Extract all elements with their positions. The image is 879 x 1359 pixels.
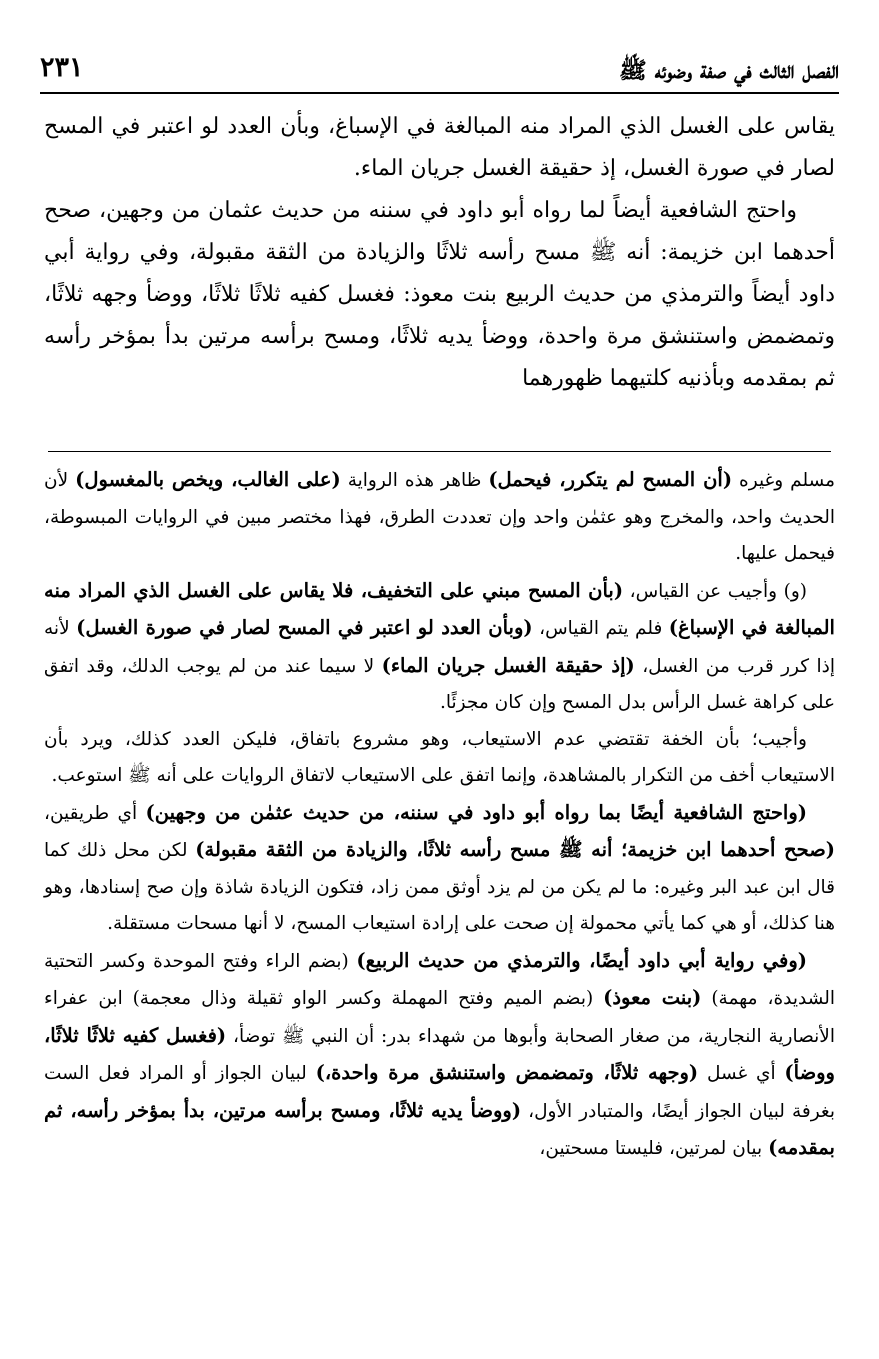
footnote-separator — [48, 451, 831, 452]
commentary-span: بيان لمرتين، فليستا مسحتين، — [539, 1138, 763, 1159]
quoted-main-text: (ووضأ يديه ثلاثًا، ومسح برأسه مرتين، بدأ بمؤخر رأسه، ثم بمقدمه) — [44, 1098, 835, 1159]
commentary-span: لكن محل ذلك كما قال ابن عبد البر وغيره: ما لم يكن من لم يزد أوثق ممن زاد، فتكون الزيادة شاذة وإن صح إسنادها، وهو هنا كذلك، أو هي كما يأتي محمولة إن صحت على إرادة استيعاب المسح، لا أنها مسحات مستقلة. — [44, 840, 835, 934]
commentary-span: أي غسل — [706, 1063, 776, 1084]
commentary-paragraph-1 — [44, 462, 835, 573]
commentary-paragraph-4 — [44, 795, 835, 943]
quoted-main-text: (وبأن العدد لو اعتبر في المسح لصار في صورة الغسل) — [76, 616, 533, 639]
quoted-main-text: (وفي رواية أبي داود أيضًا، والترمذي من حديث الربيع) — [356, 948, 807, 972]
main-text-paragraph-2: واحتج الشافعية أيضاً لما رواه أبو داود في سننه من حديث عثمان من وجهين، صحح أحدهما ابن خزيمة: أنه ﷺ مسح رأسه ثلاثًا والزيادة من الثقة مقبولة، وفي رواية أبي داود أيضاً والترمذي من حديث الربيع بنت معوذ: فغسل كفيه ثلاثًا ثلاثًا، ووضأ وجهه ثلاثًا، وتمضمض واستنشق مرة واحدة، ووضأ يديه ثلاثًا، ومسح برأسه مرتين بدأ بمؤخر رأسه ثم بمقدمه وبأذنيه كلتيهما ظهورهما — [44, 198, 835, 391]
commentary-span: أي طريقين، — [44, 802, 138, 824]
commentary-span: لأن الحديث واحد، والمخرج وهو عثمٰن واحد وإن تعددت الطرق، فهذا مختصر مبين في الروايات المبسوطة، فيحمل عليها. — [44, 470, 835, 564]
commentary-span: مسلم وغيره — [739, 470, 835, 491]
commentary-span: لأنه إذا كرر قرب من الغسل، — [44, 618, 835, 677]
commentary-span: لبيان الجواز أو المراد فعل الست بغرفة لبيان الجواز أيضًا، والمتبادر الأول، — [44, 1063, 835, 1122]
quoted-main-text: (صحح أحدهما ابن خزيمة؛ أنه ﷺ مسح رأسه ثلاثًا، والزيادة من الثقة مقبولة) — [195, 838, 835, 861]
quoted-main-text: (بأن المسح مبني على التخفيف، فلا يقاس على الغسل الذي المراد منه المبالغة في الإسباغ) — [44, 578, 835, 639]
commentary-paragraph-5 — [44, 943, 835, 1168]
commentary-paragraph-3 — [44, 722, 835, 795]
commentary-span: (و) وأجيب عن القياس، — [629, 580, 807, 602]
quoted-main-text: (بنت معوذ) — [603, 986, 702, 1009]
quoted-main-text: (وجهه ثلاثًا، وتمضمض واستنشق مرة واحدة،) — [315, 1061, 699, 1084]
quoted-main-text: (على الغالب، ويخص بالمغسول) — [75, 468, 341, 491]
page-number: ٢٣١ — [40, 52, 84, 83]
quoted-main-text: (أن المسح لم يتكرر، فيحمل) — [488, 468, 733, 491]
quoted-main-text: (فغسل كفيه ثلاثًا ثلاثًا، ووضأ) — [44, 1023, 835, 1084]
commentary-span: وأجيب؛ بأن الخفة تقتضي عدم الاستيعاب، وهو مشروع باتفاق، فليكن العدد كذلك، ويرد بأن الاستيعاب أخف من التكرار بالمشاهدة، وإنما اتفق على الاستيعاب لاتفاق الروايات على أنه ﷺ استوعب. — [44, 728, 835, 786]
quoted-main-text: (إذ حقيقة الغسل جريان الماء) — [381, 653, 635, 677]
chapter-title: الفصل الثالث في صفة وضوئه ﷺ — [618, 57, 839, 84]
main-text — [44, 106, 835, 400]
commentary-span: ظاهر هذه الرواية — [347, 470, 482, 491]
commentary-span: (بضم الميم وفتح المهملة وكسر الواو ثقيلة وذال معجمة) ابن عفراء الأنصارية النجارية، من صغار الصحابة وأبوها من شهداء بدر: أن النبي ﷺ توضأ، — [44, 988, 835, 1047]
commentary-paragraph-2 — [44, 573, 835, 722]
quoted-main-text: (واحتج الشافعية أيضًا بما رواه أبو داود في سننه، من حديث عثمٰن من وجهين) — [145, 800, 807, 824]
main-text-paragraph-1: يقاس على الغسل الذي المراد منه المبالغة في الإسباغ، وبأن العدد لو اعتبر في المسح لصار في صورة الغسل، إذ حقيقة الغسل جريان الماء. — [44, 114, 835, 181]
commentary-text — [44, 462, 835, 1168]
page-header — [40, 48, 839, 94]
commentary-span: (بضم الراء وفتح الموحدة وكسر التحتية الشديدة، مهمة) — [44, 950, 835, 1009]
commentary-span: فلم يتم القياس، — [539, 618, 663, 639]
commentary-span: لا سيما عند من لم يوجب الدلك، وقد اتفق على كراهة غسل الرأس بدل المسح وإن كان مجزئًا. — [44, 655, 835, 713]
